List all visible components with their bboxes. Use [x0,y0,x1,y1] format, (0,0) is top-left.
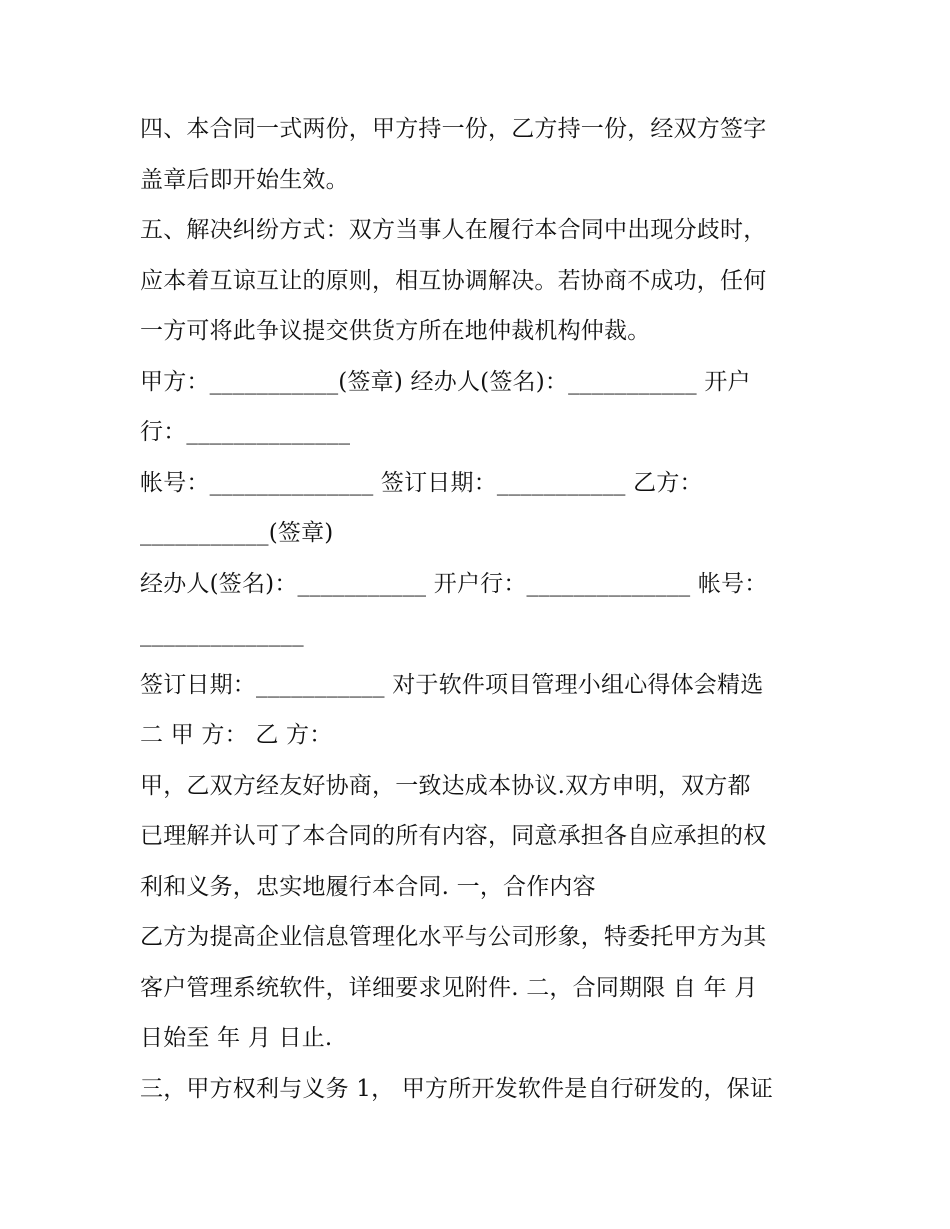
text-line-clause-5-cont-1: 应本着互谅互让的原则，相互协调解决。若协商不成功，任何 [140,267,767,294]
text-line-clause-5: 五、解决纠纷方式：双方当事人在履行本合同中出现分歧时， [140,217,767,243]
text-line-agreement-3: 利和义务，忠实地履行本合同. 一，合作内容 [140,873,596,900]
text-line-cooperation-1: 乙方为提高企业信息管理化水平与公司形象，特委托甲方为其 [140,924,767,950]
document-body [140,104,820,1114]
text-line-agreement-1: 甲，乙双方经友好协商，一致达成本协议.双方申明，双方都 [140,772,751,799]
text-line-clause-3: 三，甲方权利与义务 1， 甲方所开发软件是自行研发的，保证 [140,1075,774,1102]
text-line-party-b-account: ______________ [140,621,304,647]
text-line-party-b-signature: ___________(签章) [140,520,334,546]
text-line-party-b-agent: 经办人(签名)：___________ 开户行：______________ 帐号： [140,570,768,597]
text-line-clause-5-cont-2: 一方可将此争议提交供货方所在地仲裁机构仲裁。 [140,318,651,344]
text-line-party-a-account: 帐号：______________ 签订日期：___________ 乙方： [140,469,703,496]
text-line-cooperation-2: 客户管理系统软件，详细要求见附件. 二，合同期限 自 年 月 [140,974,758,1001]
text-line-clause-4: 四、本合同一式两份，甲方持一份，乙方持一份，经双方签字 [140,116,767,142]
text-line-clause-4-cont: 盖章后即开始生效。 [140,166,349,193]
text-line-party-a-bank: 行：______________ [140,419,351,445]
text-line-party-b-date: 签订日期：___________ 对于软件项目管理小组心得体会精选 [140,671,764,698]
text-line-party-a-signature: 甲方：___________(签章) 经办人(签名)：___________ 开户 [140,368,751,395]
text-line-term: 日始至 年 月 日止. [140,1025,333,1051]
text-line-parties-header: 二 甲 方： 乙 方： [140,722,333,748]
text-line-agreement-2: 已理解并认可了本合同的所有内容，同意承担各自应承担的权 [140,823,767,849]
